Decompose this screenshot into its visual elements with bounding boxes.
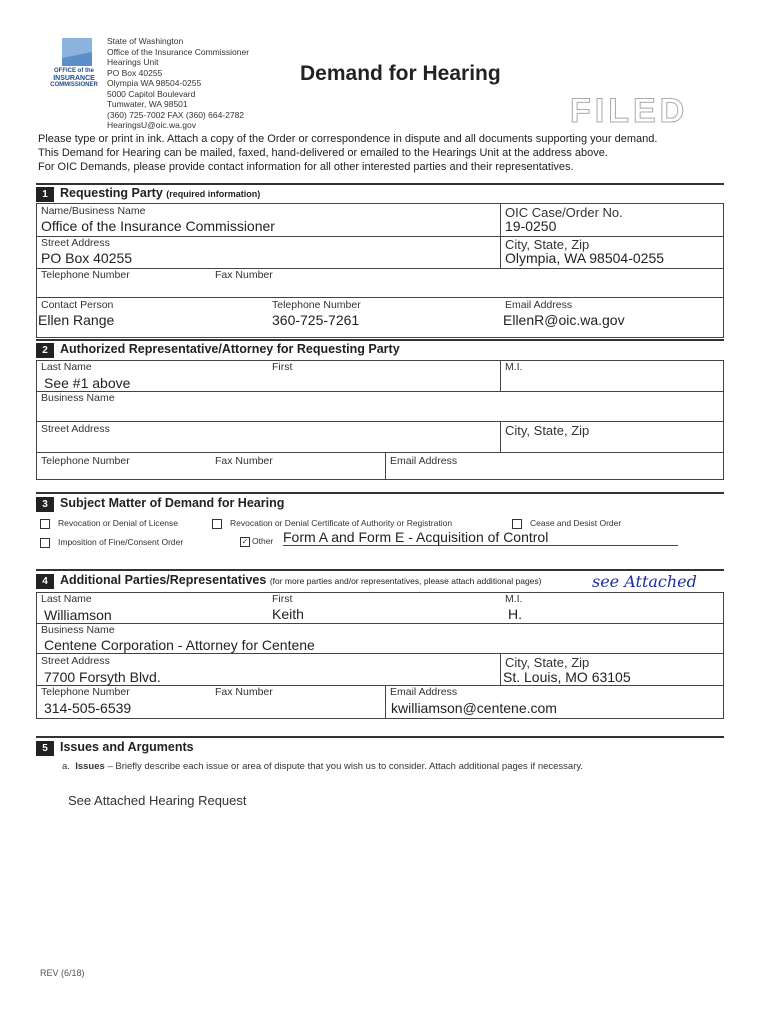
- contact-phone-field[interactable]: 360-725-7261: [272, 312, 360, 328]
- business-field[interactable]: Centene Corporation - Attorney for Centene: [44, 637, 315, 653]
- section2-heading: 2 Authorized Representative/Attorney for Requesting Party: [36, 342, 400, 358]
- divider: [36, 653, 724, 654]
- cease-desist-option[interactable]: Cease and Desist Order: [512, 518, 621, 529]
- city-field[interactable]: St. Louis, MO 63105: [503, 669, 631, 685]
- first-name-label: First: [272, 593, 293, 605]
- checkbox[interactable]: [212, 519, 222, 529]
- issues-instruction: a. Issues – Briefly describe each issue or area of dispute that you wish us to consider. Attach additional pages if necessary.: [62, 761, 584, 772]
- mi-label: M.I.: [505, 361, 523, 373]
- email-field[interactable]: kwilliamson@centene.com: [391, 700, 557, 716]
- case-label: OIC Case/Order No.: [505, 205, 623, 220]
- section4-heading: 4 Additional Parties/Representatives (for more parties and/or representatives, please attach additional pages): [36, 573, 542, 589]
- email-label: Email Address: [390, 455, 458, 467]
- business-label: Business Name: [41, 392, 115, 404]
- logo-text: OFFICE of the INSURANCE COMMISSIONER: [50, 68, 98, 88]
- divider: [36, 236, 724, 237]
- divider: [36, 452, 724, 453]
- section-divider: [36, 569, 724, 571]
- section-divider: [36, 339, 724, 341]
- instructions: Please type or print in ink. Attach a copy of the Order or correspondence in dispute and all documents supporting your demand. This Demand for Hearing can be mailed, faxed, hand-delivered or emailed to the Hearings Unit at the address above. For OIC Demands, please provide contact information for all other interested parties and their representatives.: [38, 133, 658, 173]
- phone-label: Telephone Number: [41, 269, 130, 281]
- last-name-label: Last Name: [41, 361, 92, 373]
- business-label: Business Name: [41, 624, 115, 636]
- divider: [36, 391, 724, 392]
- city-label: City, State, Zip: [505, 423, 590, 438]
- divider: [500, 360, 501, 391]
- revocation-license-option[interactable]: Revocation or Denial of License: [40, 518, 178, 529]
- fax-label: Fax Number: [215, 269, 273, 281]
- mi-label: M.I.: [505, 593, 523, 605]
- filed-stamp: FILED: [570, 92, 689, 130]
- divider: [36, 297, 724, 298]
- revision-footer: REV (6/18): [40, 968, 85, 978]
- street-field[interactable]: PO Box 40255: [41, 250, 133, 266]
- email-label: Email Address: [505, 299, 573, 311]
- street-field[interactable]: 7700 Forsyth Blvd.: [44, 669, 161, 685]
- city-field[interactable]: Olympia, WA 98504-0255: [505, 250, 665, 266]
- divider: [385, 685, 386, 719]
- section1-heading: 1 Requesting Party (required information): [36, 186, 260, 202]
- street-label: Street Address: [41, 237, 110, 249]
- divider: [36, 623, 724, 624]
- last-name-label: Last Name: [41, 593, 92, 605]
- page-title: Demand for Hearing: [300, 62, 501, 85]
- fax-label: Fax Number: [215, 455, 273, 467]
- street-label: Street Address: [41, 655, 110, 667]
- other-option[interactable]: ✓ Other: [241, 536, 274, 546]
- street-label: Street Address: [41, 423, 110, 435]
- divider: [385, 452, 386, 480]
- last-name-field[interactable]: See #1 above: [44, 375, 131, 391]
- checkbox[interactable]: [40, 538, 50, 548]
- city-label: City, State, Zip: [505, 655, 590, 670]
- section-divider: [36, 183, 724, 185]
- checkbox-checked[interactable]: ✓: [241, 536, 249, 546]
- first-name-label: First: [272, 361, 293, 373]
- section-divider: [36, 736, 724, 738]
- divider: [36, 268, 724, 269]
- email-field[interactable]: EllenR@oic.wa.gov: [503, 312, 625, 328]
- contact-label: Contact Person: [41, 299, 114, 311]
- email-label: Email Address: [390, 686, 458, 698]
- last-name-field[interactable]: Williamson: [44, 607, 112, 623]
- name-label: Name/Business Name: [41, 205, 146, 217]
- agency-address: State of Washington Office of the Insurance Commissioner Hearings Unit PO Box 40255 Olympia WA 98504-0255 5000 Capitol Boulevard Tumwater, WA 98501 (360) 725-7002 FAX (360) 664-2782 HearingsU@oic.wa.gov: [107, 36, 250, 130]
- divider: [500, 653, 501, 685]
- other-field[interactable]: Form A and Form E - Acquisition of Control: [283, 529, 678, 546]
- fine-consent-option[interactable]: Imposition of Fine/Consent Order: [40, 537, 183, 548]
- section3-heading: 3 Subject Matter of Demand for Hearing: [36, 496, 284, 512]
- divider: [36, 421, 724, 422]
- contact-field[interactable]: Ellen Range: [38, 312, 115, 328]
- checkbox[interactable]: [512, 519, 522, 529]
- revocation-certificate-option[interactable]: Revocation or Denial Certificate of Authority or Registration: [212, 518, 452, 529]
- case-field[interactable]: 19-0250: [505, 218, 557, 234]
- name-field[interactable]: Office of the Insurance Commissioner: [41, 218, 275, 234]
- handwritten-note: see Attached: [592, 572, 697, 591]
- section-divider: [36, 492, 724, 494]
- divider: [500, 421, 501, 452]
- contact-phone-label: Telephone Number: [272, 299, 361, 311]
- fax-label: Fax Number: [215, 686, 273, 698]
- phone-label: Telephone Number: [41, 686, 130, 698]
- section4-box: [36, 592, 724, 719]
- divider: [36, 685, 724, 686]
- phone-label: Telephone Number: [41, 455, 130, 467]
- issues-answer[interactable]: See Attached Hearing Request: [68, 793, 247, 808]
- section5-heading: 5 Issues and Arguments: [36, 740, 194, 756]
- city-label: City, State, Zip: [505, 237, 590, 252]
- checkbox[interactable]: [40, 519, 50, 529]
- section2-box: [36, 360, 724, 480]
- mi-field[interactable]: H.: [508, 606, 522, 622]
- first-name-field[interactable]: Keith: [272, 606, 304, 622]
- phone-field[interactable]: 314-505-6539: [44, 700, 132, 716]
